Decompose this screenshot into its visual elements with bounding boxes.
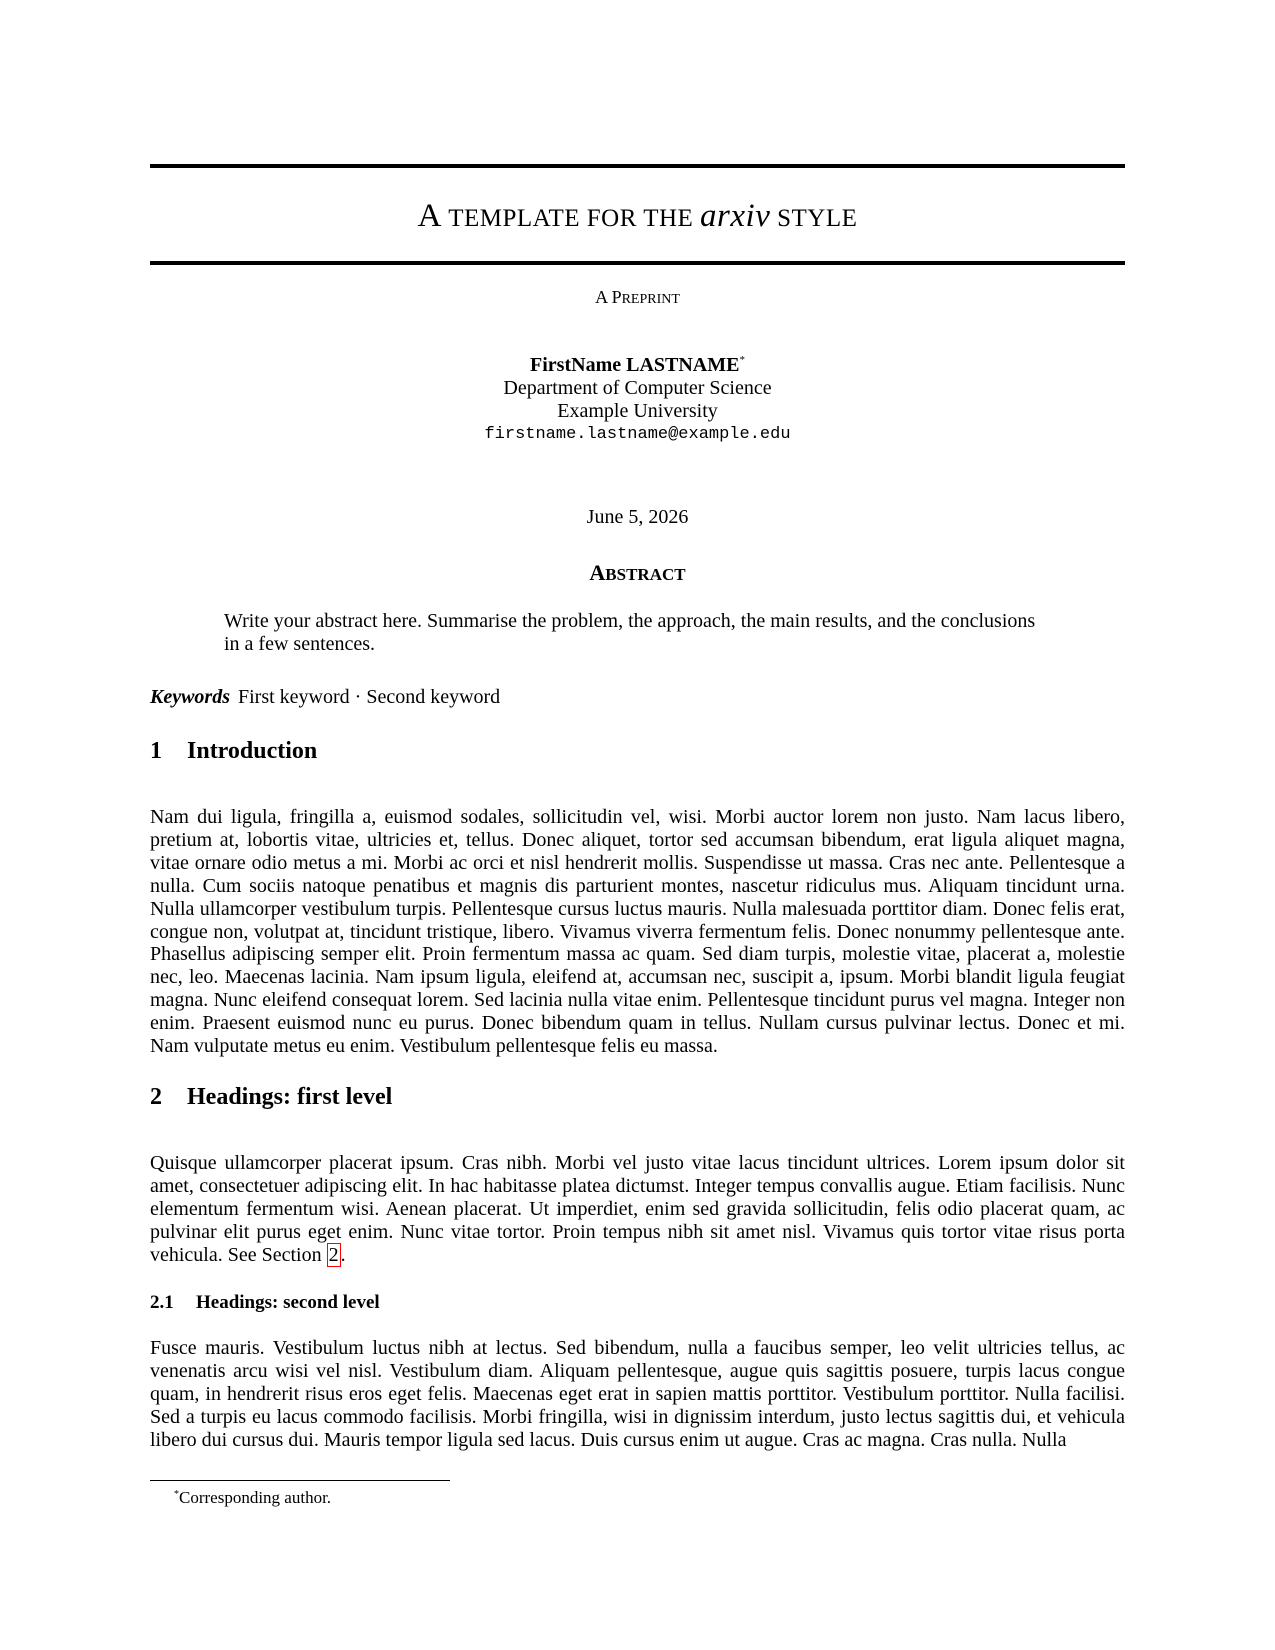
subsection-number: 2.1	[150, 1292, 174, 1313]
section-heading-introduction	[150, 738, 317, 765]
title-text-2: STYLE	[770, 205, 858, 232]
title-rule-top	[150, 164, 1125, 168]
section-number: 1	[150, 738, 162, 764]
abstract-heading-initial: A	[589, 560, 606, 585]
preprint-initial: A P	[595, 287, 622, 307]
footnote-rule	[150, 1480, 450, 1481]
author-department: Department of Computer Science	[503, 377, 772, 399]
title-italic: arxiv	[700, 198, 771, 234]
footnote-mark: *	[174, 1489, 179, 1500]
paper-date: June 5, 2026	[586, 506, 689, 528]
keywords-label: Keywords	[150, 686, 230, 708]
title-initial: A	[417, 198, 442, 234]
author-name: FirstName LASTNAME	[530, 354, 740, 376]
author-footnote-mark[interactable]: *	[739, 354, 745, 366]
author-email[interactable]: firstname.lastname@example.edu	[484, 425, 791, 444]
section-number: 2	[150, 1084, 162, 1110]
first-level-text: Quisque ullamcorper placerat ipsum. Cras nibh. Morbi vel justo vitae lacus tincidunt ultrices. Lorem ipsum dolor sit amet, consectetuer adipiscing elit. In hac habitasse platea dictumst. Integer tempus convallis augue. Etiam facilisis. Nunc elementum fermentum wisi. Aenean placerat. Ut imperdiet, enim sed gravida sollicitudin, felis odio placerat quam, ac pulvinar elit purus eget enim. Nunc vitae tortor. Proin tempus nibh sit amet nisl. Vivamus quis tortor vitae risus porta vehicula. See Section	[150, 1152, 1125, 1266]
section-title: Headings: first level	[187, 1084, 393, 1110]
abstract-body: Write your abstract here. Summarise the problem, the approach, the main results, and the conclusions in a few sentences.	[224, 610, 1036, 655]
title-rule-bottom	[150, 261, 1125, 265]
footnote	[174, 1488, 331, 1508]
abstract-heading-rest: BSTRACT	[605, 565, 686, 584]
introduction-paragraph: Nam dui ligula, fringilla a, euismod sodales, sollicitudin vel, wisi. Morbi auctor lorem non justo. Nam lacus libero, pretium at, lobortis vitae, ultricies et, tellus. Donec aliquet, tortor sed accumsan bibendum, erat ligula aliquet magna, vitae ornare odio metus a mi. Morbi ac orci et nisl hendrerit mollis. Suspendisse ut massa. Cras nec ante. Pellentesque a nulla. Cum sociis natoque penatibus et magnis dis parturient montes, nascetur ridiculus mus. Aliquam tincidunt urna. Nulla ullamcorper vestibulum turpis. Pellentesque cursus luctus mauris. Nulla malesuada porttitor diam. Donec felis erat, congue non, volutpat at, tincidunt tristique, libero. Vivamus viverra fermentum felis. Donec nonummy pellentesque ante. Phasellus adipiscing semper elit. Proin fermentum massa ac quam. Sed diam turpis, molestie vitae, placerat a, molestie nec, leo. Maecenas lacinia. Nam ipsum ligula, eleifend at, accumsan nec, suscipit a, ipsum. Morbi blandit ligula feugiat magna. Nunc eleifend consequat lorem. Sed lacinia nulla vitae enim. Pellentesque tincidunt purus vel magna. Integer non enim. Praesent euismod nunc eu purus. Donec bibendum quam in tellus. Nullam cursus pulvinar lectus. Donec et mi. Nam vulputate metus eu enim. Vestibulum pellentesque felis eu massa.	[150, 806, 1125, 1058]
author-university: Example University	[557, 400, 718, 422]
footnote-text: Corresponding author.	[179, 1488, 332, 1507]
keywords-line	[150, 686, 500, 709]
author-block	[150, 354, 1125, 446]
preprint-label	[150, 287, 1125, 308]
preprint-rest: REPRINT	[621, 292, 680, 307]
section-ref-link[interactable]: 2	[328, 1243, 339, 1266]
keywords-text: First keyword · Second keyword	[238, 686, 501, 708]
subsection-heading-second-level	[150, 1292, 380, 1314]
section-heading-first-level	[150, 1084, 392, 1111]
title-text-1: TEMPLATE FOR THE	[441, 205, 701, 232]
section-title: Introduction	[187, 738, 318, 764]
first-level-paragraph	[150, 1152, 1125, 1267]
abstract-heading	[150, 560, 1125, 586]
subsection-title: Headings: second level	[196, 1292, 380, 1313]
second-level-paragraph: Fusce mauris. Vestibulum luctus nibh at lectus. Sed bibendum, nulla a faucibus semper, leo velit ultricies tellus, ac venenatis arcu wisi vel nisl. Vestibulum diam. Aliquam pellentesque, augue quis sagittis posuere, turpis lacus congue quam, in hendrerit risus eros eget felis. Maecenas eget erat in sapien mattis porttitor. Vestibulum porttitor. Nulla facilisi. Sed a turpis eu lacus commodo facilisis. Morbi fringilla, wisi in dignissim interdum, justo lectus sagittis dui, et vehicula libero dui cursus dui. Mauris tempor ligula sed lacus. Duis cursus enim ut augue. Cras ac magna. Cras nulla. Nulla	[150, 1337, 1125, 1451]
paper-title	[150, 196, 1125, 239]
ref-trailing-punct: .	[340, 1243, 346, 1266]
